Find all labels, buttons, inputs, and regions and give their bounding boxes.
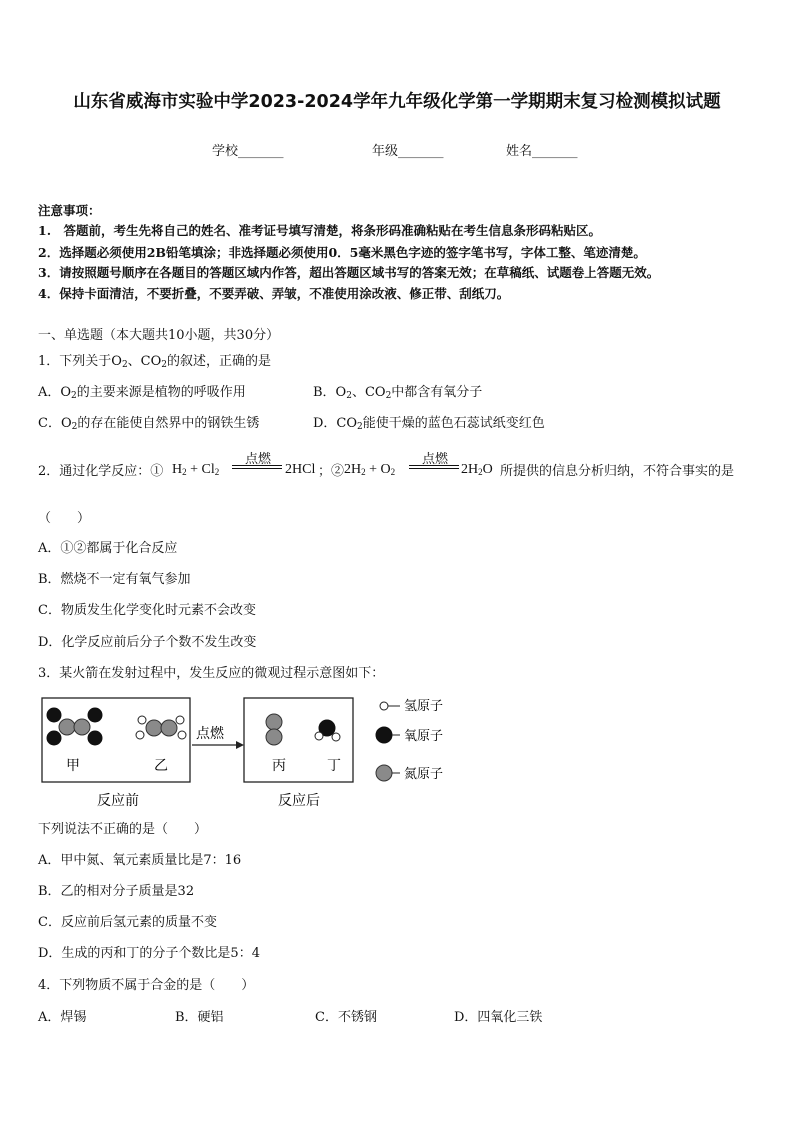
question-2-option-a: A．①②都属于化合反应 bbox=[38, 541, 178, 556]
note-item: 2．选择题必须使用2B铅笔填涂；非选择题必须使用0．5毫米黑色字迹的签字笔书写，字体工整、笔迹清楚。 bbox=[38, 245, 646, 260]
question-2-option-c: C．物质发生化学变化时元素不会改变 bbox=[38, 603, 256, 618]
equation-1-condition: 点燃 bbox=[244, 452, 271, 467]
equation-1-reactants: $H_2 + Cl_2$ bbox=[172, 462, 220, 477]
equation-1-line bbox=[232, 468, 282, 469]
notes-heading: 注意事项： bbox=[38, 203, 101, 218]
label-jia: 甲 bbox=[66, 758, 80, 774]
school-label: 学校 bbox=[212, 144, 239, 159]
note-item: 4．保持卡面清洁，不要折叠，不要弄破、弄皱，不准使用涂改液、修正带、刮纸刀。 bbox=[38, 286, 510, 301]
equation-1-line bbox=[232, 465, 282, 466]
question-3-option-a: A．甲中氮、氧元素质量比是7：16 bbox=[38, 853, 242, 868]
name-field bbox=[506, 140, 578, 159]
equation-2-line bbox=[409, 465, 459, 466]
question-2-paren: （ ） bbox=[38, 511, 91, 526]
molecule-yi bbox=[136, 716, 186, 739]
question-3-prompt: 下列说法不正确的是（ ） bbox=[38, 822, 208, 837]
equation-2-reactants: $2H_2 + O_2$ bbox=[344, 462, 396, 477]
question-3-option-d: D．生成的丙和丁的分子个数比是5：4 bbox=[38, 946, 260, 961]
equation-2-condition: 点燃 bbox=[421, 452, 448, 467]
equation-2-line bbox=[409, 468, 459, 469]
question-1-option-d: D．$CO_2$能使干燥的蓝色石蕊试纸变红色 bbox=[313, 416, 545, 432]
molecule-bing bbox=[266, 714, 282, 745]
label-yi: 乙 bbox=[154, 758, 168, 774]
legend-nitrogen bbox=[376, 765, 443, 782]
label-ding: 丁 bbox=[327, 758, 341, 774]
question-4-option-c: C．不锈钢 bbox=[315, 1010, 377, 1025]
grade-blank: _______ bbox=[398, 144, 444, 159]
legend-oxygen-label: 氧原子 bbox=[404, 729, 444, 744]
note-item: 1. 答题前，考生先将自己的姓名、准考证号填写清楚，将条形码准确粘贴在考生信息条形码粘贴区。 bbox=[38, 223, 602, 238]
equation-separator: ；② bbox=[318, 464, 345, 479]
diagram-arrow-head bbox=[236, 741, 244, 749]
grade-field bbox=[372, 140, 444, 159]
question-1-option-a: A．$O_2$的主要来源是植物的呼吸作用 bbox=[38, 385, 246, 401]
equation-2-product: $2H_2O$ bbox=[461, 462, 493, 477]
question-4-option-d: D．四氧化三铁 bbox=[454, 1010, 543, 1025]
question-1-stem: 1．下列关于$O_2$、$CO_2$的叙述，正确的是 bbox=[38, 354, 272, 370]
legend-oxygen bbox=[376, 727, 443, 744]
legend-hydrogen-label: 氢原子 bbox=[404, 699, 444, 714]
equation-1-product: 2HCl bbox=[285, 462, 316, 477]
question-4-option-b: B．硬铝 bbox=[175, 1010, 224, 1025]
question-2-option-b: B．燃烧不一定有氧气参加 bbox=[38, 572, 191, 587]
question-3-option-c: C．反应前后氢元素的质量不变 bbox=[38, 915, 217, 930]
label-bing: 丙 bbox=[272, 758, 286, 774]
section-heading: 一、单选题（本大题共10小题，共30分） bbox=[38, 328, 280, 343]
legend-nitrogen-label: 氮原子 bbox=[404, 767, 444, 782]
diagram-arrow-label: 点燃 bbox=[196, 726, 224, 742]
question-2-stem-end: 所提供的信息分析归纳，不符合事实的是 bbox=[500, 464, 735, 479]
question-2-stem-start: 2．通过化学反应：① bbox=[38, 464, 164, 479]
question-4-stem: 4．下列物质不属于合金的是（ ） bbox=[38, 978, 255, 993]
molecule-jia bbox=[47, 708, 102, 745]
question-2-option-d: D．化学反应前后分子个数不发生改变 bbox=[38, 635, 257, 650]
question-4-option-a: A．焊锡 bbox=[38, 1010, 87, 1025]
label-before: 反应前 bbox=[97, 793, 139, 809]
question-3-option-b: B．乙的相对分子质量是32 bbox=[38, 884, 195, 899]
question-3-stem: 3．某火箭在发射过程中，发生反应的微观过程示意图如下： bbox=[38, 666, 385, 681]
page-title: 山东省威海市实验中学2023-2024学年九年级化学第一学期期末复习检测模拟试题 bbox=[73, 92, 721, 112]
legend-hydrogen bbox=[380, 699, 443, 714]
molecule-ding bbox=[315, 720, 340, 741]
label-after: 反应后 bbox=[278, 793, 320, 809]
grade-label: 年级 bbox=[372, 144, 399, 159]
reaction-diagram bbox=[38, 692, 478, 812]
name-label: 姓名 bbox=[506, 144, 533, 159]
question-1-option-b: B．$O_2$、$CO_2$中都含有氧分子 bbox=[313, 385, 483, 401]
school-field bbox=[212, 140, 284, 159]
question-1-option-c: C．$O_2$的存在能使自然界中的钢铁生锈 bbox=[38, 416, 260, 432]
note-item: 3．请按照题号顺序在各题目的答题区域内作答，超出答题区域书写的答案无效；在草稿纸、试题卷上答题无效。 bbox=[38, 265, 660, 280]
name-blank: _______ bbox=[532, 144, 578, 159]
school-blank: _______ bbox=[238, 144, 284, 159]
